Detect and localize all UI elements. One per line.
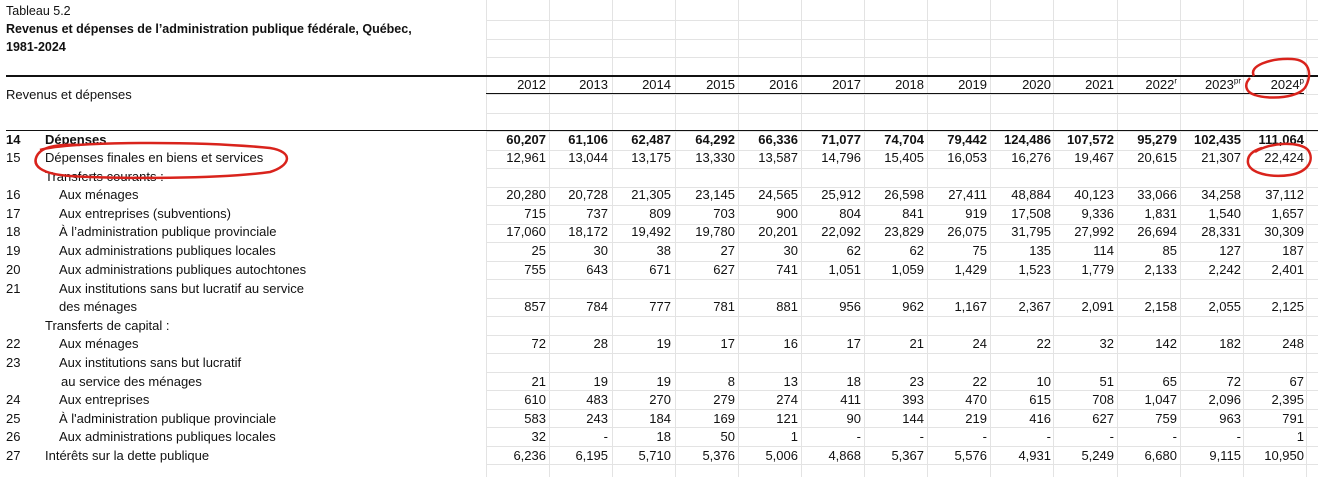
row-header-label: Revenus et dépenses xyxy=(6,87,132,102)
value-cell: 19 xyxy=(593,374,608,389)
row-label: Aux administrations publiques locales xyxy=(59,429,276,444)
value-cell: 19,467 xyxy=(1074,150,1114,165)
value-cell: 30,309 xyxy=(1264,224,1304,239)
value-cell: 900 xyxy=(776,206,798,221)
value-cell: 279 xyxy=(713,392,735,407)
value-cell: 17,060 xyxy=(506,224,546,239)
value-cell: 583 xyxy=(524,411,546,426)
value-cell: 2,242 xyxy=(1208,262,1241,277)
value-cell: 121 xyxy=(776,411,798,426)
table-title-years: 1981-2024 xyxy=(6,40,66,54)
value-cell: 2,158 xyxy=(1144,299,1177,314)
value-cell: 1,779 xyxy=(1081,262,1114,277)
grid-row-line xyxy=(486,353,1318,354)
value-cell: 243 xyxy=(586,411,608,426)
row-number: 19 xyxy=(6,243,21,258)
row-number: 17 xyxy=(6,206,21,221)
value-cell: 5,006 xyxy=(765,448,798,463)
value-cell: 777 xyxy=(649,299,671,314)
value-cell: 1,540 xyxy=(1208,206,1241,221)
value-cell: 85 xyxy=(1162,243,1177,258)
value-cell: 755 xyxy=(524,262,546,277)
value-cell: 809 xyxy=(649,206,671,221)
value-cell: 40,123 xyxy=(1074,187,1114,202)
value-cell: 2,367 xyxy=(1018,299,1051,314)
year-label: 2021 xyxy=(1085,77,1114,92)
value-cell: 50 xyxy=(720,429,735,444)
row-label: Aux administrations publiques autochtones xyxy=(59,262,307,277)
year-header xyxy=(1054,76,1114,94)
year-header xyxy=(991,76,1051,94)
year-header xyxy=(548,76,608,94)
year-label: 2024 xyxy=(1270,77,1300,92)
value-cell: 19,492 xyxy=(631,224,671,239)
row-number: 27 xyxy=(6,448,21,463)
value-cell: 759 xyxy=(1155,411,1177,426)
row-number: 25 xyxy=(6,411,21,426)
row-label: Aux administrations publiques locales xyxy=(59,243,276,258)
value-cell: 14,796 xyxy=(821,150,861,165)
year-header xyxy=(1117,76,1177,94)
value-cell: 107,572 xyxy=(1067,132,1114,147)
year-header xyxy=(1181,76,1241,94)
value-cell: 962 xyxy=(902,299,924,314)
year-header xyxy=(611,76,671,94)
value-cell: 24 xyxy=(972,336,987,351)
value-cell: 169 xyxy=(713,411,735,426)
year-label: 2023 xyxy=(1204,77,1234,92)
value-cell: 60,207 xyxy=(506,132,546,147)
value-cell: 74,704 xyxy=(884,132,924,147)
value-cell: 804 xyxy=(839,206,861,221)
value-cell: 31,795 xyxy=(1011,224,1051,239)
value-cell: 12,961 xyxy=(506,150,546,165)
value-cell: - xyxy=(1172,429,1177,444)
value-cell: 26,598 xyxy=(884,187,924,202)
value-cell: 2,133 xyxy=(1144,262,1177,277)
value-cell: 1,051 xyxy=(828,262,861,277)
value-cell: 6,236 xyxy=(513,448,546,463)
year-label: 2016 xyxy=(769,77,798,92)
value-cell: 18,172 xyxy=(568,224,608,239)
value-cell: 23,829 xyxy=(884,224,924,239)
value-cell: 9,336 xyxy=(1081,206,1114,221)
value-cell: 111,064 xyxy=(1258,132,1304,147)
value-cell: 23,145 xyxy=(695,187,735,202)
value-cell: 5,249 xyxy=(1081,448,1114,463)
year-header xyxy=(675,76,735,94)
year-label: 2014 xyxy=(642,77,671,92)
grid-row-line xyxy=(486,20,1318,21)
value-cell: 393 xyxy=(902,392,924,407)
year-header xyxy=(927,76,987,94)
grid-row-line xyxy=(486,57,1318,58)
value-cell: 142 xyxy=(1155,336,1177,351)
value-cell: 10,950 xyxy=(1264,448,1304,463)
row-label: des ménages xyxy=(59,299,138,314)
value-cell: 25,912 xyxy=(821,187,861,202)
row-number: 24 xyxy=(6,392,21,407)
value-cell: 65 xyxy=(1162,374,1177,389)
row-label: Aux institutions sans but lucratif xyxy=(59,355,242,370)
value-cell: 2,401 xyxy=(1271,262,1304,277)
value-cell: 2,096 xyxy=(1208,392,1241,407)
value-cell: 416 xyxy=(1029,411,1051,426)
value-cell: 8 xyxy=(727,374,735,389)
row-label: À l’administration publique provinciale xyxy=(59,224,277,239)
value-cell: 5,367 xyxy=(891,448,924,463)
value-cell: 5,710 xyxy=(638,448,671,463)
value-cell: 1,831 xyxy=(1144,206,1177,221)
value-cell: 1,429 xyxy=(954,262,987,277)
value-cell: 184 xyxy=(649,411,671,426)
row-number: 22 xyxy=(6,336,21,351)
row-label: Dépenses finales en biens et services xyxy=(45,150,264,165)
value-cell: 30 xyxy=(783,243,798,258)
value-cell: 33,066 xyxy=(1137,187,1177,202)
value-cell: 22,424 xyxy=(1264,150,1304,165)
value-cell: 219 xyxy=(965,411,987,426)
value-cell: 25 xyxy=(531,243,546,258)
value-cell: 248 xyxy=(1282,336,1304,351)
value-cell: 21 xyxy=(531,374,546,389)
value-cell: 21,307 xyxy=(1201,150,1241,165)
value-cell: 13,175 xyxy=(631,150,671,165)
value-cell: 5,376 xyxy=(702,448,735,463)
value-cell: 144 xyxy=(902,411,924,426)
value-cell: 95,279 xyxy=(1137,132,1177,147)
year-footnote-mark: p xyxy=(1299,76,1304,86)
value-cell: 10 xyxy=(1036,374,1051,389)
value-cell: 274 xyxy=(776,392,798,407)
value-cell: 32 xyxy=(531,429,546,444)
row-number: 26 xyxy=(6,429,21,444)
value-cell: 26,694 xyxy=(1137,224,1177,239)
value-cell: 16 xyxy=(783,336,798,351)
value-cell: 72 xyxy=(1226,374,1241,389)
table-caption: Tableau 5.2 xyxy=(6,4,71,18)
value-cell: - xyxy=(1109,429,1114,444)
value-cell: 715 xyxy=(524,206,546,221)
value-cell: 919 xyxy=(965,206,987,221)
value-cell: 26,075 xyxy=(947,224,987,239)
value-cell: 67 xyxy=(1289,374,1304,389)
value-cell: 737 xyxy=(586,206,608,221)
value-cell: 4,931 xyxy=(1018,448,1051,463)
value-cell: 1 xyxy=(1296,429,1304,444)
value-cell: 470 xyxy=(965,392,987,407)
value-cell: 62 xyxy=(846,243,861,258)
value-cell: 1,657 xyxy=(1271,206,1304,221)
year-label: 2022 xyxy=(1145,77,1175,92)
row-number: 21 xyxy=(6,281,21,296)
value-cell: 22 xyxy=(972,374,987,389)
value-cell: 703 xyxy=(713,206,735,221)
value-cell: 610 xyxy=(524,392,546,407)
value-cell: 4,868 xyxy=(828,448,861,463)
value-cell: 34,258 xyxy=(1201,187,1241,202)
value-cell: 1 xyxy=(790,429,798,444)
value-cell: 28 xyxy=(593,336,608,351)
grid-row-line xyxy=(486,316,1318,317)
value-cell: 9,115 xyxy=(1209,448,1241,463)
year-label: 2013 xyxy=(579,77,608,92)
value-cell: 2,055 xyxy=(1208,299,1241,314)
value-cell: 75 xyxy=(972,243,987,258)
value-cell: 17,508 xyxy=(1011,206,1051,221)
value-cell: 19,780 xyxy=(695,224,735,239)
row-label: Aux entreprises (subventions) xyxy=(59,206,231,221)
year-label: 2019 xyxy=(958,77,987,92)
value-cell: - xyxy=(982,429,987,444)
year-header xyxy=(738,76,798,94)
value-cell: 135 xyxy=(1029,243,1051,258)
grid-row-line xyxy=(486,113,1318,114)
value-cell: 17 xyxy=(720,336,735,351)
value-cell: 857 xyxy=(524,299,546,314)
value-cell: 37,112 xyxy=(1265,187,1304,202)
value-cell: 16,053 xyxy=(947,150,987,165)
value-cell: - xyxy=(603,429,608,444)
value-cell: 13 xyxy=(783,374,798,389)
row-number: 23 xyxy=(6,355,21,370)
value-cell: 6,195 xyxy=(575,448,608,463)
value-cell: 17 xyxy=(846,336,861,351)
value-cell: 21,305 xyxy=(631,187,671,202)
row-label: Transferts courants : xyxy=(45,169,164,184)
row-label: Aux entreprises xyxy=(59,392,150,407)
year-footnote-mark: pr xyxy=(1233,76,1241,86)
value-cell: 27,411 xyxy=(948,187,987,202)
year-footnote-mark: r xyxy=(1174,76,1177,86)
value-cell: 643 xyxy=(586,262,608,277)
value-cell: 781 xyxy=(713,299,735,314)
value-cell: 48,884 xyxy=(1011,187,1051,202)
value-cell: 182 xyxy=(1219,336,1241,351)
year-header xyxy=(801,76,861,94)
value-cell: 1,523 xyxy=(1018,262,1051,277)
value-cell: 627 xyxy=(713,262,735,277)
value-cell: 13,330 xyxy=(695,150,735,165)
row-number: 14 xyxy=(6,132,21,147)
value-cell: 16,276 xyxy=(1011,150,1051,165)
value-cell: 270 xyxy=(649,392,671,407)
row-label: Aux ménages xyxy=(59,336,139,351)
row-number: 18 xyxy=(6,224,21,239)
row-label: au service des ménages xyxy=(61,374,202,389)
year-label: 2020 xyxy=(1022,77,1051,92)
value-cell: - xyxy=(856,429,861,444)
value-cell: 483 xyxy=(586,392,608,407)
year-header xyxy=(1244,76,1304,94)
year-label: 2017 xyxy=(832,77,861,92)
value-cell: 32 xyxy=(1099,336,1114,351)
year-label: 2012 xyxy=(517,77,546,92)
value-cell: 15,405 xyxy=(884,150,924,165)
grid-row-line xyxy=(486,168,1318,169)
row-label: À l'administration publique provinciale xyxy=(59,411,277,426)
row-label: Aux ménages xyxy=(59,187,139,202)
value-cell: 741 xyxy=(776,262,798,277)
year-label: 2018 xyxy=(895,77,924,92)
value-cell: 615 xyxy=(1029,392,1051,407)
value-cell: 22,092 xyxy=(821,224,861,239)
value-cell: 671 xyxy=(649,262,671,277)
year-label: 2015 xyxy=(706,77,735,92)
value-cell: 5,576 xyxy=(954,448,987,463)
value-cell: 187 xyxy=(1282,243,1304,258)
value-cell: 20,280 xyxy=(506,187,546,202)
value-cell: 881 xyxy=(776,299,798,314)
value-cell: 22 xyxy=(1036,336,1051,351)
row-number: 20 xyxy=(6,262,21,277)
value-cell: 27 xyxy=(720,243,735,258)
row-label: Intérêts sur la dette publique xyxy=(45,448,210,463)
grid-row-line xyxy=(486,39,1318,40)
value-cell: 66,336 xyxy=(758,132,798,147)
value-cell: 64,292 xyxy=(695,132,735,147)
row-number: 15 xyxy=(6,150,21,165)
value-cell: 62 xyxy=(909,243,924,258)
value-cell: 6,680 xyxy=(1144,448,1177,463)
value-cell: 1,059 xyxy=(891,262,924,277)
value-cell: 708 xyxy=(1092,392,1114,407)
value-cell: 13,587 xyxy=(758,150,798,165)
value-cell: 24,565 xyxy=(758,187,798,202)
value-cell: 102,435 xyxy=(1194,132,1241,147)
row-label: Aux institutions sans but lucratif au service xyxy=(59,281,304,296)
value-cell: 79,442 xyxy=(947,132,987,147)
value-cell: 18 xyxy=(656,429,671,444)
grid-row-line xyxy=(486,94,1318,95)
value-cell: 23 xyxy=(909,374,924,389)
value-cell: 71,077 xyxy=(821,132,861,147)
value-cell: 411 xyxy=(840,392,861,407)
value-cell: 13,044 xyxy=(568,150,608,165)
value-cell: 114 xyxy=(1093,243,1114,258)
row-number: 16 xyxy=(6,187,21,202)
value-cell: 627 xyxy=(1092,411,1114,426)
value-cell: 30 xyxy=(593,243,608,258)
grid-column-line xyxy=(1306,0,1307,477)
value-cell: - xyxy=(1236,429,1241,444)
row-label: Transferts de capital : xyxy=(45,318,170,333)
value-cell: 28,331 xyxy=(1201,224,1241,239)
value-cell: 19 xyxy=(656,374,671,389)
year-header xyxy=(486,76,546,94)
value-cell: 18 xyxy=(846,374,861,389)
row-label: Dépenses xyxy=(45,132,107,147)
value-cell: - xyxy=(1046,429,1051,444)
value-cell: 51 xyxy=(1099,374,1114,389)
value-cell: 841 xyxy=(902,206,924,221)
value-cell: 62,487 xyxy=(631,132,671,147)
year-header xyxy=(864,76,924,94)
value-cell: 38 xyxy=(656,243,671,258)
value-cell: 963 xyxy=(1219,411,1241,426)
value-cell: 90 xyxy=(846,411,861,426)
value-cell: 2,091 xyxy=(1081,299,1114,314)
value-cell: 20,201 xyxy=(758,224,798,239)
value-cell: 27,992 xyxy=(1074,224,1114,239)
value-cell: 1,167 xyxy=(954,299,987,314)
value-cell: 956 xyxy=(839,299,861,314)
value-cell: 61,106 xyxy=(568,132,608,147)
value-cell: 20,728 xyxy=(568,187,608,202)
value-cell: - xyxy=(919,429,924,444)
value-cell: 124,486 xyxy=(1004,132,1051,147)
value-cell: 2,125 xyxy=(1271,299,1304,314)
value-cell: 2,395 xyxy=(1271,392,1304,407)
value-cell: 784 xyxy=(586,299,608,314)
grid-row-line xyxy=(486,279,1318,280)
value-cell: 20,615 xyxy=(1137,150,1177,165)
value-cell: 127 xyxy=(1219,243,1241,258)
value-cell: 72 xyxy=(531,336,546,351)
table-title: Revenus et dépenses de l’administration publique fédérale, Québec, xyxy=(6,22,412,36)
value-cell: 1,047 xyxy=(1144,392,1177,407)
value-cell: 791 xyxy=(1282,411,1304,426)
value-cell: 19 xyxy=(656,336,671,351)
value-cell: 21 xyxy=(909,336,924,351)
